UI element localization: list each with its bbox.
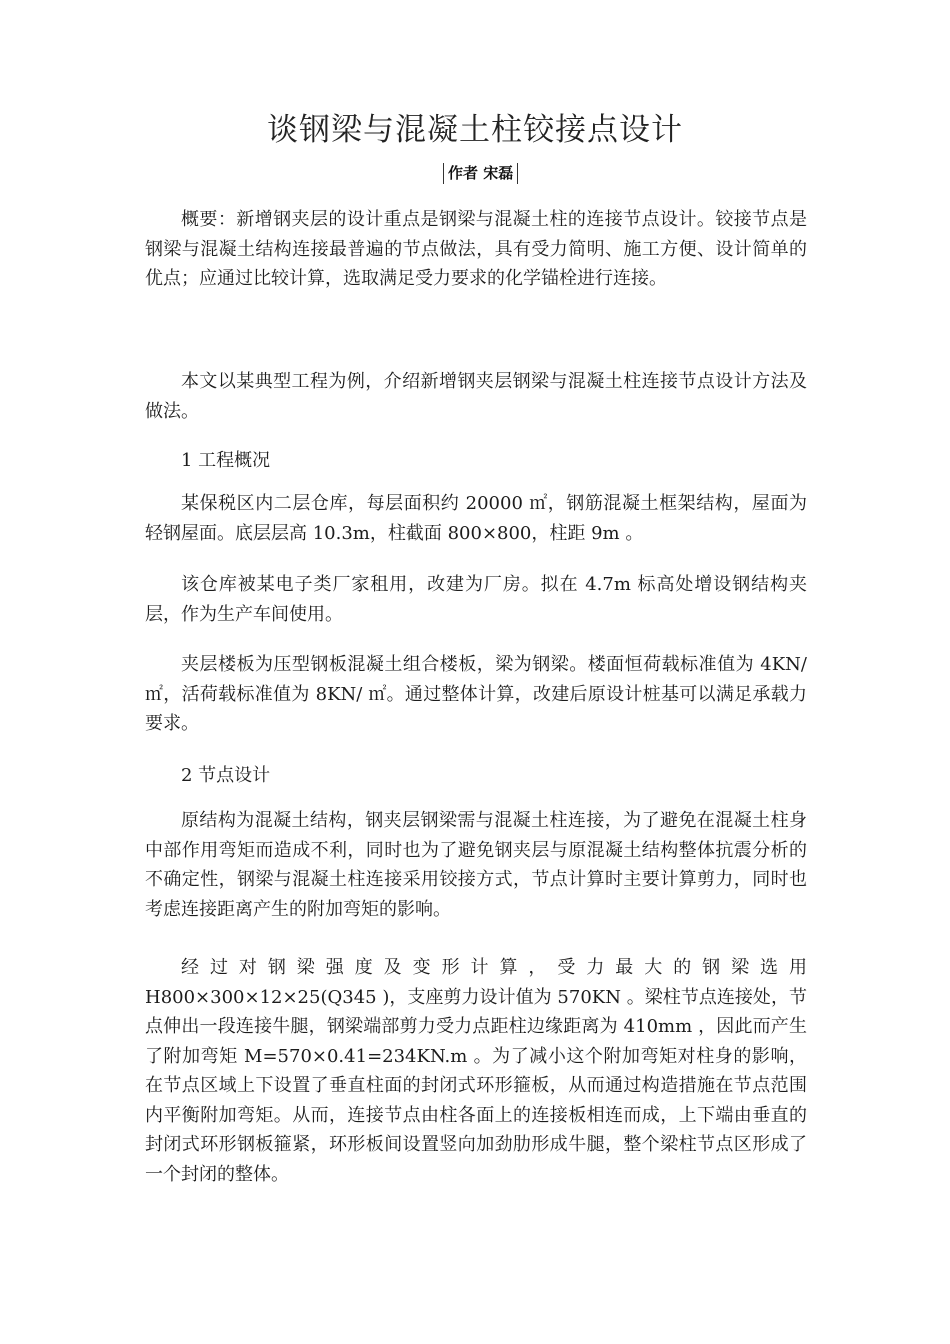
section1-paragraph-2: 该仓库被某电子类厂家租用，改建为厂房。拟在 4.7m 标高处增设钢结构夹层，作为生产车间使用。 [145, 574, 807, 625]
section2-paragraph-1: 原结构为混凝土结构，钢夹层钢梁需与混凝土柱连接，为了避免在混凝土柱身中部作用弯矩而造成不利，同时也为了避免钢夹层与原混凝土结构整体抗震分析的不确定性，钢梁与混凝土柱连接采用铰接方式，节点计算时主要计算剪力，同时也考虑连接距离产生的附加弯矩的影响。 [145, 810, 807, 920]
section2-paragraph-2: 经过对钢梁强度及变形计算，受力最大的钢梁选用 H800×300×12×25(Q345 )，支座剪力设计值为 570KN 。梁柱节点连接处，节点伸出一段连接牛腿，钢梁端部剪力受力点距柱边缘距离为 410mm ，因此而产生了附加弯矩 M=570×0.41=234KN.m 。为了减小这个附加弯矩对柱身的影响，在节点区域上下设置了垂直柱面的封闭式环形箍板，从而通过构造措施在节点范围内平衡附加弯矩。从而，连接节点由柱各面上的连接板相连而成，上下端由垂直的封闭式环形钢板箍紧，环形板间设置竖向加劲肋形成牛腿，整个梁柱节点区形成了一个封闭的整体。 [145, 957, 807, 1185]
section-heading-2: 2 节点设计 [181, 765, 271, 786]
author-label: 作者 宋磊 [443, 163, 518, 184]
section1-paragraph-3: 夹层楼板为压型钢板混凝土组合楼板，梁为钢梁。楼面恒荷载标准值为 4KN/㎡，活荷载标准值为 8KN/ ㎡。通过整体计算，改建后原设计桩基可以满足承载力要求。 [145, 654, 807, 734]
section-heading-1: 1 工程概况 [181, 450, 271, 471]
intro-paragraph: 本文以某典型工程为例，介绍新增钢夹层钢梁与混凝土柱连接节点设计方法及做法。 [145, 371, 807, 422]
section1-paragraph-1: 某保税区内二层仓库，每层面积约 20000 ㎡，钢筋混凝土框架结构，屋面为轻钢屋面。底层层高 10.3m，柱截面 800×800，柱距 9m 。 [145, 493, 807, 544]
abstract-paragraph: 概要：新增钢夹层的设计重点是钢梁与混凝土柱的连接节点设计。铰接节点是钢梁与混凝土结构连接最普遍的节点做法，具有受力简明、施工方便、设计简单的优点；应通过比较计算，选取满足受力要求的化学锚栓进行连接。 [145, 209, 807, 289]
document-title: 谈钢梁与混凝土柱铰接点设计 [267, 112, 683, 148]
